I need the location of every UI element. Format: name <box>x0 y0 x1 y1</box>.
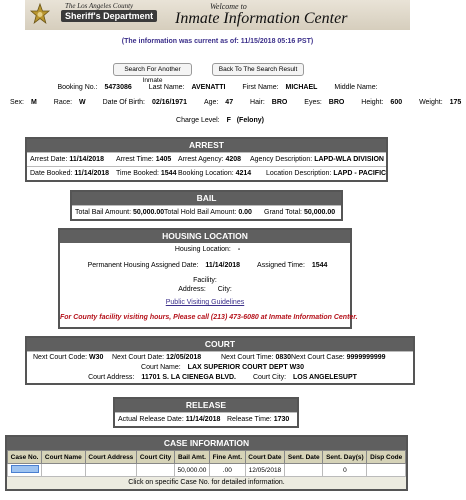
case-number-link[interactable] <box>8 464 42 477</box>
court-city: LOS ANGELESUPT <box>292 374 357 381</box>
race-value: W <box>79 99 86 106</box>
col-case-no: Case No. <box>8 451 42 464</box>
public-visiting-guidelines-link[interactable]: Public Visiting Guidelines <box>165 299 245 306</box>
col-bail-amt: Bail Amt. <box>174 451 209 464</box>
court-section: COURT Next Court Code: W30 Next Court Date: 12/05/2018 Next Court Time: 0830 Next Court Case: 9999999999 Court Name: LAX SUPERIOR COURT DEPT W30 Court Address: 11701 S. LA CIENEGA BLVD. Court City: LOS ANGELESUPT <box>25 336 415 385</box>
col-sent-date: Sent. Date <box>285 451 323 464</box>
bail-amount-cell: 50,000.00 <box>174 464 209 477</box>
sentence-days-cell: 0 <box>323 464 367 477</box>
back-to-search-result-button[interactable]: Back To The Search Result <box>212 63 304 76</box>
col-court-city: Court City <box>137 451 175 464</box>
grand-total: 50,000.00 <box>303 209 336 216</box>
page-title: Inmate Information Center <box>175 10 348 27</box>
first-name: MICHAEL <box>285 84 318 91</box>
facility-label: Facility: <box>193 277 217 284</box>
release-date: 11/14/2018 <box>185 416 221 423</box>
case-number-link-box[interactable] <box>11 465 39 473</box>
arrest-section: ARREST Arrest Date: 11/14/2018 Arrest Time: 1405 Arrest Agency: 4208 Agency Description: LAPD-WLA DIVISION Date Booked: 11/14/2018 Time Booked: 1544 Booking Location: 4214 Location Description: LAPD - PACIFIC <box>25 137 388 182</box>
fine-amount-cell: .00 <box>210 464 246 477</box>
col-court-address: Court Address <box>85 451 137 464</box>
release-section: RELEASE Actual Release Date: 11/14/2018 Release Time: 1730 <box>113 397 299 428</box>
weight-value: 175 <box>449 99 462 106</box>
height-value: 600 <box>390 99 403 106</box>
housing-section-title: HOUSING LOCATION <box>60 230 350 243</box>
charge-description: (Felony) <box>236 117 264 124</box>
data-current-notice: (The information was current as of: 11/15/2018 05:16 PST) <box>121 38 314 45</box>
welcome-text: Welcome to <box>210 2 247 11</box>
search-another-inmate-button[interactable]: Search For Another Inmate <box>113 63 192 76</box>
address-label: Address: <box>178 286 206 293</box>
case-table <box>7 450 406 477</box>
header-banner <box>25 0 410 30</box>
sheriff-star-badge-icon <box>30 3 50 26</box>
bail-section: BAIL Total Bail Amount: 50,000.00 Total Hold Bail Amount: 0.00 Grand Total: 50,000.00 <box>70 190 343 221</box>
case-information-section <box>5 435 408 491</box>
charge-level-row: Charge Level: F (Felony) <box>176 117 264 124</box>
inmate-physical-row: Sex: M Race: W Date Of Birth: 02/16/1971 Age: 47 Hair: BRO Eyes: BRO Height: 600 Weight: 175 <box>10 99 462 106</box>
col-court-date: Court Date <box>245 451 285 464</box>
age-value: 47 <box>225 99 234 106</box>
housing-location: - <box>237 246 241 253</box>
permanent-housing-date: 11/14/2018 <box>205 262 241 269</box>
bail-section-title: BAIL <box>72 192 341 205</box>
eyes-value: BRO <box>328 99 345 106</box>
court-name: LAX SUPERIOR COURT DEPT W30 <box>187 364 304 371</box>
inmate-name-row: Booking No.: 5473086 Last Name: AVENATTI First Name: MICHAEL Middle Name: <box>57 84 378 91</box>
charge-level: F <box>226 117 231 124</box>
arrest-time: 1405 <box>155 156 172 163</box>
next-court-code: W30 <box>89 354 104 361</box>
col-disp-code: Disp Code <box>367 451 406 464</box>
table-row <box>8 464 406 477</box>
dob-value: 02/16/1971 <box>151 99 187 106</box>
agency-description: LAPD-WLA DIVISION <box>314 156 384 163</box>
time-booked: 1544 <box>160 170 177 177</box>
department-name: Sheriff's Department <box>61 10 157 22</box>
arrest-section-title: ARREST <box>27 139 386 152</box>
sex-value: M <box>30 99 37 106</box>
county-name: The Los Angeles County <box>65 2 134 10</box>
booking-number: 5473086 <box>104 84 132 91</box>
release-time: 1730 <box>273 416 290 423</box>
visiting-hours-note: For County facility visiting hours, Please call (213) 473-6080 at Inmate Information Center. <box>60 314 358 321</box>
case-table-header-row <box>8 451 406 464</box>
case-information-title: CASE INFORMATION <box>7 437 406 450</box>
col-fine-amt: Fine Amt. <box>210 451 246 464</box>
total-bail-amount: 50,000.00 <box>132 209 165 216</box>
date-booked: 11/14/2018 <box>74 170 110 177</box>
next-court-time: 0830 <box>275 354 292 361</box>
court-address: 11701 S. LA CIENEGA BLVD. <box>141 374 237 381</box>
col-sent-days: Sent. Day(s) <box>323 451 367 464</box>
release-section-title: RELEASE <box>115 399 297 412</box>
court-section-title: COURT <box>27 338 413 351</box>
total-hold-bail-amount: 0.00 <box>238 209 252 216</box>
case-table-footer: Click on specific Case No. for detailed information. <box>7 477 406 489</box>
assigned-time: 1544 <box>311 262 328 269</box>
next-court-date: 12/05/2018 <box>166 354 202 361</box>
court-date-cell: 12/05/2018 <box>245 464 285 477</box>
hair-value: BRO <box>271 99 288 106</box>
next-court-case: 9999999999 <box>346 354 386 361</box>
housing-section: HOUSING LOCATION Housing Location: - Permanent Housing Assigned Date: 11/14/2018 Assigned Time: 1544 Facility: Address: City: Public Visiting Guidelines For County facility visiting hours, Please call (213) 473-6080 at Inmate Information Center. <box>58 228 352 329</box>
city-label: City: <box>217 286 232 293</box>
location-description: LAPD - PACIFIC <box>333 170 387 177</box>
booking-location: 4214 <box>235 170 252 177</box>
arrest-agency: 4208 <box>225 156 242 163</box>
arrest-date: 11/14/2018 <box>69 156 104 163</box>
last-name: AVENATTI <box>191 84 226 91</box>
col-court-name: Court Name <box>42 451 85 464</box>
